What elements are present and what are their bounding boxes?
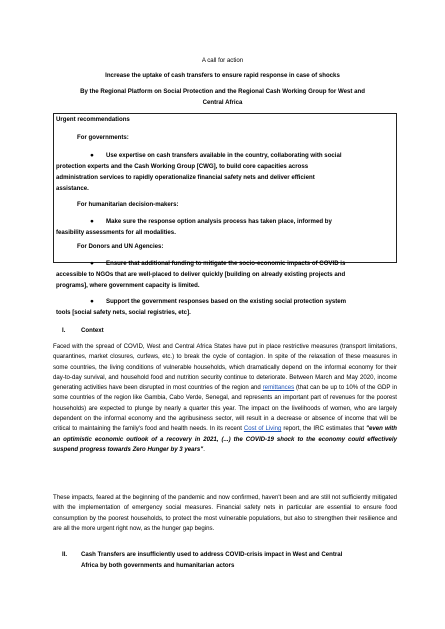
byline-line-1: By the Regional Platform on Social Protection and the Regional Cash Working Group for West and [80,88,365,95]
bullet-icon: ● [90,260,94,267]
rec-don-a-line-3: programs], where government capacity is limited. [56,282,200,289]
kicker: A call for action [201,57,244,64]
section-2-number: II. [62,551,68,558]
document-title: Increase the uptake of cash transfers to ensure rapid response in case of shocks [105,72,340,79]
audience-governments: For governments: [77,134,129,141]
rec-gov-line-4: assistance. [56,185,89,192]
audience-donors: For Donors and UN Agencies: [77,243,164,250]
rec-hum-line-1: Make sure the response option analysis process has taken place, informed by [106,218,332,225]
rec-don-b-line-2: tools [social safety nets, social registries, etc]. [56,309,191,316]
bullet-icon: ● [90,152,94,159]
rec-don-b-line-1: Support the government responses based on the existing social protection system [106,298,347,305]
rec-don-a-line-2: accessible to NGOs that are well-placed to deliver quickly [building on already existing projects and [56,271,346,278]
recommendations-heading: Urgent recommendations [56,116,130,123]
context-paragraph-1: Faced with the spread of COVID, West and Central Africa States have put in place restrictive measures (transport limitations, quarantines, market closures, curfews, etc.) to break the cycle of contagion. In spite of the relaxation of these measures in some countries, the living conditions of vulnerable households, which dramatically depend on the informal economy for their day-to-day survival, and household food and nutrition security continue to deteriorate. Between March and May 2020, income generating activities have been disrupted in most countries of the region and remittances (that can be up to 10% of the GDP in some countries of the region like Gambia, Cabo Verde, Senegal, and represents an important part of revenues for the poorest households) are expected to plunge by nearly a quarter this year. The impact on the livelihoods of women, who are largely dependent on the informal economy and the agribusiness sector, will result in a decrease or absence of income that will be critical to maintaining the family's food and health needs. In its recent Cost of Living report, the IRC estimates that "even with an optimistic economic outlook of a recovery in 2021, (...) the COVID-19 shock to the economy could effectively suspend progress towards Zero Hunger by 3 years". [53,343,398,453]
context-paragraph-2: These impacts, feared at the beginning of the pandemic and now confirmed, haven't been and are still not sufficiently mitigated with the implementation of emergency social measures. Financial safety nets in particular are essential to ensure food consumption by the poorest households, to protect the most vulnerable populations, but also to strengthen their resilience and are all the more urgent right now, as the hunger gap begins. [53,494,397,532]
irc-quote: "even with an optimistic economic outlook of a recovery in 2021, (...) the COVID-19 shock to the economy could effectively suspend progress towards Zero Hunger by 3 years" [53,425,398,453]
rec-gov-line-1: Use expertise on cash transfers available in the country, collaborating with social [106,152,342,159]
rec-don-a-line-1: Ensure that additional funding to mitigate the socio-economic impacts of COVID is [106,260,346,267]
byline-line-2: Central Africa [202,99,243,106]
rec-gov-line-2: protection experts and the Cash Working Group [CWG], to build core capacities across [56,163,309,170]
section-2-heading-line-2: Africa by both governments and humanitarian actors [81,562,235,569]
bullet-icon: ● [90,298,94,305]
remittances-link[interactable]: remittances [262,384,295,392]
section-2-heading-line-1: Cash Transfers are insufficiently used to address COVID-crisis impact in West and Central [81,551,343,558]
section-1-number: I. [62,327,66,334]
section-1-heading: Context [81,327,104,334]
bullet-icon: ● [90,218,94,225]
audience-humanitarian: For humanitarian decision-makers: [77,201,179,208]
cost-of-living-link[interactable]: Cost of Living [243,425,282,433]
rec-hum-line-2: feasibility assessments for all modalities. [56,229,176,236]
rec-gov-line-3: administration services to rapidly operationalize financial safety nets and deliver efficient [56,174,315,181]
